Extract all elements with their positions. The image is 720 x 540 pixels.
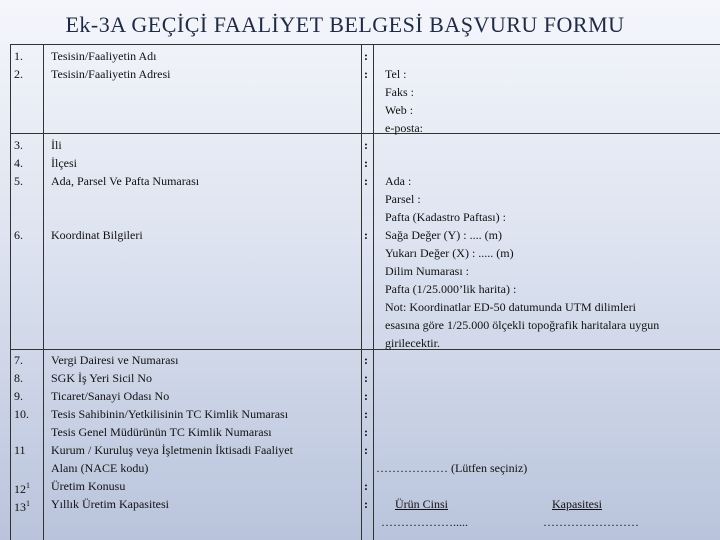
- row-number: 3.: [14, 138, 23, 152]
- field-colon: :: [364, 49, 368, 63]
- field-label-coordinates: Koordinat Bilgileri: [51, 228, 143, 242]
- capacity-product-blank[interactable]: ……………….....: [381, 515, 468, 529]
- contact-faks[interactable]: Faks :: [385, 85, 415, 99]
- form-title: Ek-3A GEÇİÇİ FAALİYET BELGESİ BAŞVURU FORMU: [65, 12, 625, 37]
- field-colon: :: [364, 425, 368, 439]
- field-label-manager-tc: Tesis Genel Müdürünün TC Kimlik Numarası: [51, 425, 272, 439]
- footnote-mark: 1: [26, 481, 30, 490]
- row-number: $12^1$: [14, 481, 30, 496]
- field-label-parcel: Ada, Parsel Ve Pafta Numarası: [51, 174, 200, 188]
- coord-dilim[interactable]: Dilim Numarası :: [385, 264, 469, 278]
- field-colon: :: [364, 228, 368, 242]
- nace-select[interactable]: ……………… (Lütfen seçiniz): [376, 461, 528, 475]
- capacity-value-blank[interactable]: ……………………: [543, 515, 639, 529]
- footnote-mark: 1: [26, 499, 30, 508]
- contact-web[interactable]: Web :: [385, 103, 414, 117]
- contact-eposta[interactable]: e-posta:: [385, 121, 423, 135]
- field-colon: :: [364, 389, 368, 403]
- row-number: 6.: [14, 228, 23, 242]
- field-label-facility-name: Tesisin/Faaliyetin Adı: [51, 49, 157, 63]
- row-number: 5.: [14, 174, 23, 188]
- field-colon: :: [364, 67, 368, 81]
- field-colon: :: [364, 479, 368, 493]
- field-colon: :: [364, 138, 368, 152]
- field-colon: :: [364, 371, 368, 385]
- field-label-province: İli: [51, 138, 62, 152]
- row-number: 11: [14, 443, 26, 457]
- field-label-district: İlçesi: [51, 156, 77, 170]
- field-label-chamber: Ticaret/Sanayi Odası No: [51, 389, 170, 403]
- field-colon: :: [364, 174, 368, 188]
- parcel-pafta[interactable]: Pafta (Kadastro Paftası) :: [385, 210, 506, 224]
- field-label-production-subject: Üretim Konusu: [51, 479, 126, 493]
- parcel-parsel[interactable]: Parsel :: [385, 192, 421, 206]
- field-colon: :: [364, 353, 368, 367]
- row-number: 8.: [14, 371, 23, 385]
- column-divider-colon: [373, 45, 374, 540]
- field-colon: :: [364, 497, 368, 511]
- row-number: 7.: [14, 353, 23, 367]
- field-colon: :: [364, 407, 368, 421]
- coord-note-line-2: esasına göre 1/25.000 ölçekli topoğrafik haritalara uygun: [385, 318, 660, 332]
- row-number: 1.: [14, 49, 23, 63]
- column-divider-number: [43, 45, 44, 540]
- field-label-tax-office: Vergi Dairesi ve Numarası: [51, 353, 179, 367]
- application-form-table: [10, 44, 720, 540]
- row-number: 4.: [14, 156, 23, 170]
- coord-pafta25[interactable]: Pafta (1/25.000’lik harita) :: [385, 282, 517, 296]
- column-divider-label: [361, 45, 362, 540]
- row-number: 9.: [14, 389, 23, 403]
- coord-note-line-3: girilecektir.: [385, 336, 440, 350]
- coord-yukari[interactable]: Yukarı Değer (X) : ..... (m): [385, 246, 514, 260]
- field-label-annual-capacity: Yıllık Üretim Kapasitesi: [51, 497, 169, 511]
- field-colon: :: [364, 156, 368, 170]
- coord-saga[interactable]: Sağa Değer (Y) : .... (m): [385, 228, 502, 242]
- field-label-facility-address: Tesisin/Faaliyetin Adresi: [51, 67, 171, 81]
- field-label-nace: Kurum / Kuruluş veya İşletmenin İktisadi Faaliyet: [51, 443, 293, 457]
- field-label-nace-line-2: Alanı (NACE kodu): [51, 461, 149, 475]
- field-label-owner-tc: Tesis Sahibinin/Yetkilisinin TC Kimlik Numarası: [51, 407, 289, 421]
- field-label-sgk: SGK İş Yeri Sicil No: [51, 371, 153, 385]
- capacity-header-product: Ürün Cinsi: [395, 497, 449, 511]
- field-colon: :: [364, 443, 368, 457]
- row-number: 2.: [14, 67, 23, 81]
- contact-tel[interactable]: Tel :: [385, 67, 407, 81]
- capacity-header-capacity: Kapasitesi: [552, 497, 602, 511]
- row-divider: [11, 349, 720, 350]
- coord-note-line-1: Not: Koordinatlar ED-50 datumunda UTM dilimleri: [385, 300, 636, 314]
- parcel-ada[interactable]: Ada :: [385, 174, 412, 188]
- row-number: 10.: [14, 407, 29, 421]
- row-divider: [11, 133, 720, 134]
- row-number: $13^1$: [14, 499, 30, 514]
